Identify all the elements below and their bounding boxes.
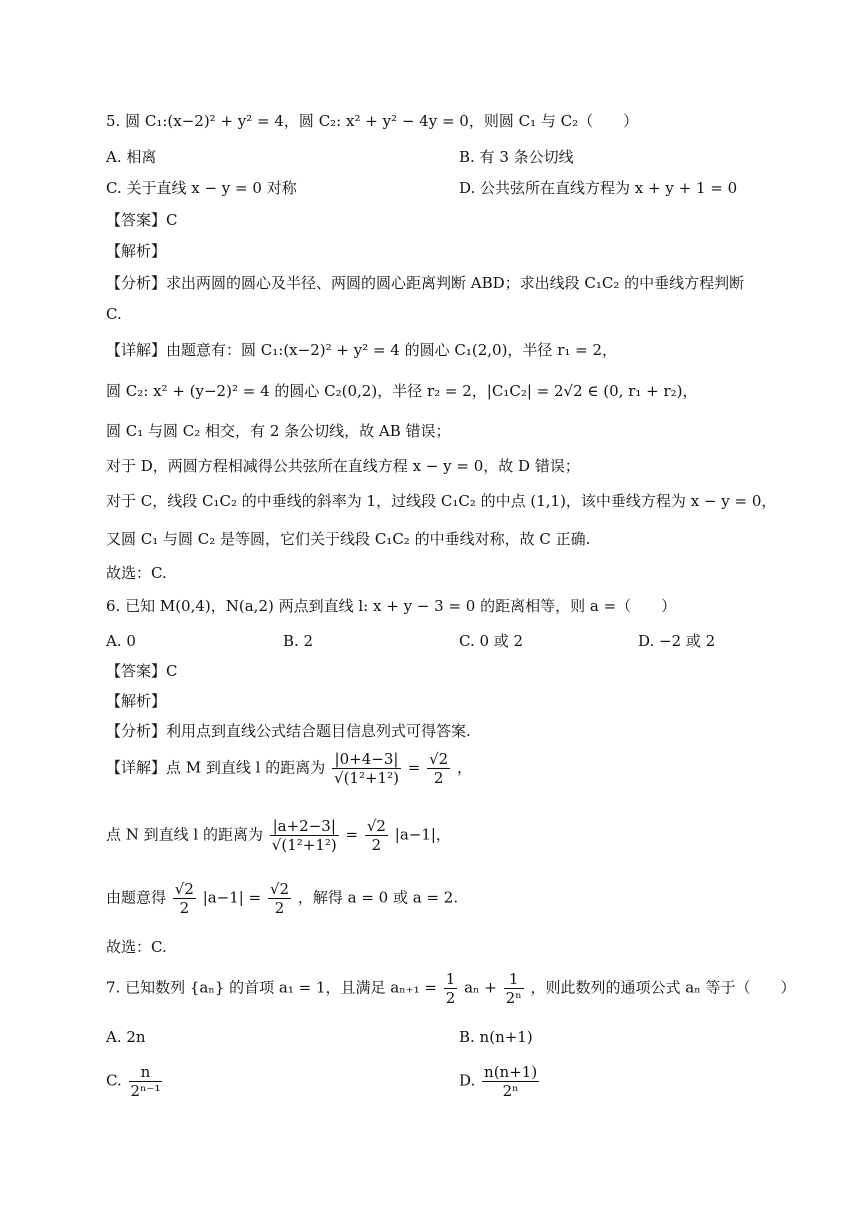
q7-option-d-fraction: [482, 1063, 539, 1100]
q6-detail3-right-fraction: [268, 880, 291, 917]
q7-stem-fraction-2-denominator: 2ⁿ: [505, 989, 522, 1007]
q7-option-c-numerator: n: [129, 1063, 163, 1082]
q6-choice: 故选：C.: [106, 938, 167, 956]
q7-option-d-numerator: n(n+1): [484, 1063, 538, 1081]
q6-detail1-result-fraction: [427, 750, 450, 787]
q7-stem-fraction-1: [444, 970, 458, 1007]
q6-detail3-prefix: 由题意得: [106, 888, 167, 907]
q6-detail1-fraction: [332, 750, 401, 787]
q7-stem-middle: aₙ +: [464, 978, 497, 997]
q6-detail2-result-denominator: 2: [371, 836, 382, 854]
q6-detail2-denominator: √(1²+1²): [271, 836, 337, 854]
q6-detail2-result-numerator: √2: [366, 817, 386, 835]
q5-option-a: A. 相离: [106, 148, 157, 166]
q7-option-c-fraction: [129, 1063, 163, 1100]
q6-analysis: 【分析】利用点到直线公式结合题目信息列式可得答案.: [106, 722, 471, 740]
q7-stem: [106, 970, 795, 1007]
q6-detail-line2: [106, 817, 451, 854]
q6-detail3-right-denominator: 2: [274, 899, 285, 917]
q7-stem-fraction-2-numerator: 1: [504, 970, 524, 989]
q6-detail1-prefix: 【详解】点 M 到直线 l 的距离为: [106, 758, 326, 777]
q6-detail2-equals: =: [345, 825, 359, 844]
q6-option-c: C. 0 或 2: [459, 632, 524, 650]
q5-analysis-heading: 【解析】: [106, 242, 167, 260]
q6-detail3-left-numerator: √2: [174, 880, 194, 898]
q5-option-d: D. 公共弦所在直线方程为 x + y + 1 = 0: [459, 179, 738, 197]
q6-detail-line3: [106, 880, 458, 917]
q7-stem-fraction-1-numerator: 1: [445, 970, 456, 988]
q6-detail-line1: [106, 750, 472, 787]
q6-detail3-middle: |a−1| =: [202, 888, 262, 907]
q6-detail3-left-denominator: 2: [179, 899, 190, 917]
q6-detail2-prefix: 点 N 到直线 l 的距离为: [106, 825, 263, 844]
q6-detail2-numerator: |a+2−3|: [270, 817, 339, 836]
q6-detail1-equals: =: [407, 758, 421, 777]
q7-option-a: A. 2n: [106, 1028, 146, 1046]
q6-detail1-denominator: √(1²+1²): [334, 769, 399, 787]
q6-detail2-fraction: [270, 817, 339, 854]
q7-stem-prefix: 7. 已知数列 {aₙ} 的首项 a₁ = 1，且满足 aₙ₊₁ =: [106, 978, 437, 997]
q5-option-c: C. 关于直线 x − y = 0 对称: [106, 179, 297, 197]
q7-option-c-denominator: 2ⁿ⁻¹: [130, 1082, 161, 1100]
q7-option-c-label: C.: [106, 1071, 122, 1090]
q7-option-d-denominator: 2ⁿ: [502, 1082, 519, 1100]
q5-detail-line4: 对于 D，两圆方程相减得公共弦所在直线方程 x − y = 0，故 D 错误；: [106, 457, 580, 475]
q6-option-b: B. 2: [283, 632, 314, 650]
q6-analysis-heading: 【解析】: [106, 692, 167, 710]
q5-detail-line5: 对于 C，线段 C₁C₂ 的中垂线的斜率为 1，过线段 C₁C₂ 的中点 (1,1)，该中垂线方程为 x − y = 0，: [106, 492, 777, 510]
q5-detail-line1: 【详解】由题意有：圆 C₁:(x−2)² + y² = 4 的圆心 C₁(2,0)，半径 r₁ = 2，: [106, 341, 618, 359]
q6-detail1-suffix: ，: [457, 758, 473, 777]
q5-detail-line3: 圆 C₁ 与圆 C₂ 相交，有 2 条公切线，故 AB 错误；: [106, 422, 451, 440]
q5-analysis-line1: 【分析】求出两圆的圆心及半径、两圆的圆心距离判断 ABD；求出线段 C₁C₂ 的中垂线方程判断: [106, 274, 745, 292]
q6-option-a: A. 0: [106, 632, 136, 650]
q6-detail2-suffix: |a−1|，: [394, 825, 451, 844]
q7-option-c: [106, 1063, 164, 1100]
q6-detail1-result-denominator: 2: [433, 769, 444, 787]
q7-option-d-label: D.: [459, 1071, 476, 1090]
q7-option-b: B. n(n+1): [459, 1028, 533, 1046]
q7-stem-fraction-2: [504, 970, 524, 1007]
q5-option-b: B. 有 3 条公切线: [459, 148, 574, 166]
q6-detail1-numerator: |0+4−3|: [332, 750, 401, 769]
q7-option-d: [459, 1063, 541, 1100]
q6-stem: 6. 已知 M(0,4)，N(a,2) 两点到直线 l: x + y − 3 = 0 的距离相等，则 a =（ ）: [106, 597, 677, 615]
q5-answer: 【答案】C: [106, 211, 178, 229]
q5-stem: 5. 圆 C₁:(x−2)² + y² = 4，圆 C₂: x² + y² − 4y = 0，则圆 C₁ 与 C₂（ ）: [106, 112, 639, 130]
q5-detail-line6: 又圆 C₁ 与圆 C₂ 是等圆，它们关于线段 C₁C₂ 的中垂线对称，故 C 正确.: [106, 530, 591, 548]
q5-choice: 故选：C.: [106, 564, 167, 582]
q6-option-d: D. −2 或 2: [638, 632, 716, 650]
q6-detail3-suffix: ，解得 a = 0 或 a = 2.: [297, 888, 459, 907]
q6-detail2-result-fraction: [365, 817, 388, 854]
q6-detail3-left-fraction: [173, 880, 196, 917]
q6-detail1-result-numerator: √2: [429, 750, 449, 768]
q6-answer: 【答案】C: [106, 662, 178, 680]
q5-analysis-line2: C.: [106, 305, 122, 323]
q7-stem-suffix: ，则此数列的通项公式 aₙ 等于（ ）: [530, 978, 796, 997]
q5-detail-line2: 圆 C₂: x² + (y−2)² = 4 的圆心 C₂(0,2)，半径 r₂ = 2，|C₁C₂| = 2√2 ∈ (0, r₁ + r₂)，: [106, 382, 698, 400]
q6-detail3-right-numerator: √2: [269, 880, 290, 898]
q7-stem-fraction-1-denominator: 2: [445, 989, 456, 1007]
